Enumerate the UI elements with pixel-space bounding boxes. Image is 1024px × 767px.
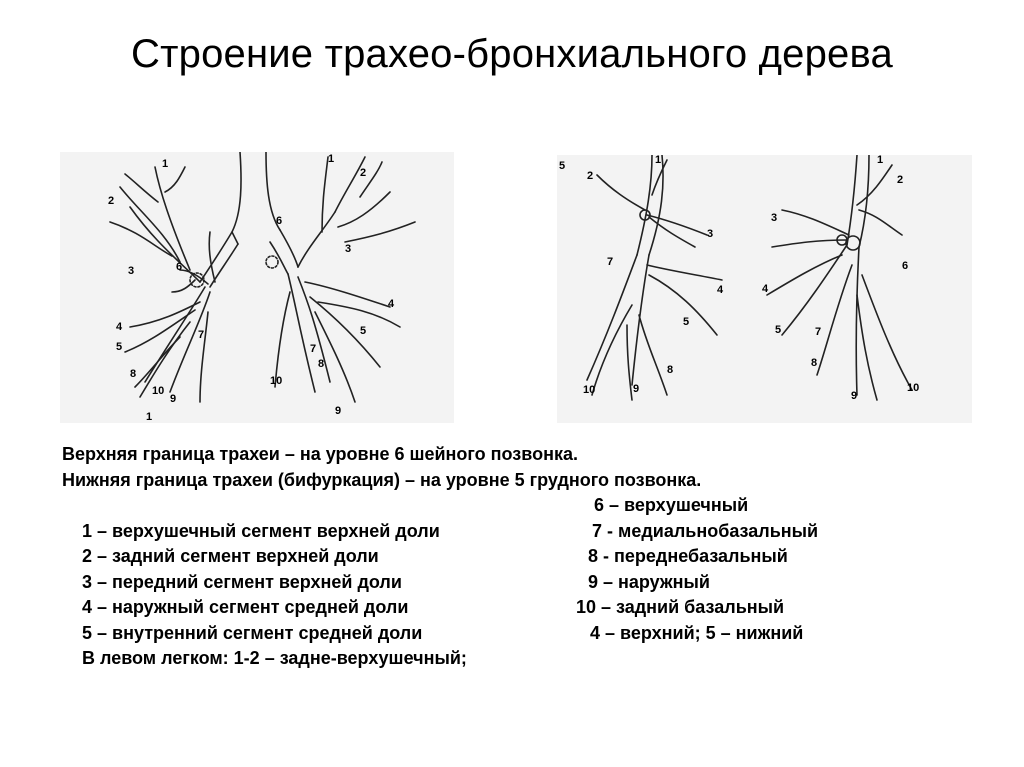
label-9: 9: [335, 405, 342, 417]
label-8: 8: [130, 368, 137, 380]
label-r-9: 9: [633, 383, 640, 395]
label-r-8: 8: [667, 364, 674, 376]
label-6: 6: [276, 215, 283, 227]
label-r-5: 5: [683, 316, 690, 328]
legend-right: 9 – наружный: [588, 571, 710, 592]
label-3: 3: [128, 265, 135, 277]
bronchial-tree-drawing-right: [557, 155, 972, 423]
bronchial-tree-figure-left: [60, 152, 454, 423]
label-r-2: 2: [587, 170, 594, 182]
label-9b: 9: [170, 393, 177, 405]
bronchi-lines-right: [587, 155, 912, 400]
bronchial-tree-figure-right: [557, 155, 972, 423]
label-5: 5: [116, 341, 123, 353]
label-r-7b: 7: [815, 326, 822, 338]
legend-row: [62, 621, 962, 668]
label-7b: 7: [310, 343, 317, 355]
label-2b: 2: [108, 195, 115, 207]
label-5b: 5: [360, 325, 367, 337]
legend-right: 8 - переднебазальный: [588, 546, 788, 566]
label-4b: 4: [116, 321, 123, 333]
label-3b: 3: [345, 243, 352, 255]
label-1: 1: [328, 153, 335, 165]
legend-right: 6 – верхушечный: [594, 495, 749, 515]
legend-left: 1 – верхушечный сегмент верхней доли: [82, 520, 440, 541]
label-8b: 8: [318, 358, 325, 370]
label-r-3: 3: [707, 228, 714, 240]
legend-right: 10 – задний базальный: [576, 597, 785, 617]
label-1c: 1: [146, 411, 153, 423]
legend-left: 3 – передний сегмент верхней доли: [82, 571, 402, 592]
legend-left: 4 – наружный сегмент средней доли: [82, 597, 409, 617]
legend-right: 4 – верхний; 5 – нижний: [590, 622, 804, 643]
legend-left: 5 – внутренний сегмент средней доли: [82, 622, 423, 643]
label-10: 10: [152, 385, 165, 397]
trachea-lower-border: Нижняя граница трахеи (бифуркация) – на уровне 5 грудного позвонка.: [62, 469, 702, 490]
label-r-3b: 3: [771, 212, 778, 224]
legend-left: В левом легком: 1-2 – задне-верхушечный;: [82, 648, 467, 668]
legend-left: 2 – задний сегмент верхней доли: [82, 546, 379, 566]
segment-numbers-left: [108, 153, 395, 423]
label-6b: 6: [176, 261, 183, 273]
slide-title: Строение трахео-бронхиального дерева: [131, 32, 893, 76]
bronchial-tree-drawing-left: [60, 152, 454, 423]
label-7: 7: [198, 329, 205, 341]
label-r-10b: 10: [907, 382, 920, 394]
label-10b: 10: [270, 375, 283, 387]
label-r-4: 4: [717, 284, 724, 296]
trachea-upper-border: Верхняя граница трахеи – на уровне 6 шейного позвонка.: [62, 444, 578, 464]
label-r-2b: 2: [897, 174, 904, 186]
label-2: 2: [360, 167, 367, 179]
label-r-6b: 6: [902, 260, 909, 272]
label-r-8b: 8: [811, 357, 818, 369]
label-r-10: 10: [583, 384, 596, 396]
legend-right: 7 - медиальнобазальный: [592, 520, 819, 541]
description-text: [62, 442, 962, 668]
label-r-7: 7: [607, 256, 614, 268]
label-r-1: 1: [655, 155, 662, 166]
label-1b: 1: [162, 158, 169, 170]
bronchi-lines-left: [110, 152, 415, 402]
label-4: 4: [388, 298, 395, 310]
label-r-9b: 9: [851, 390, 858, 402]
label-prefix-5: 5: [559, 160, 566, 172]
label-r-4b: 4: [762, 283, 769, 295]
label-r-5b: 5: [775, 324, 782, 336]
label-r-1b: 1: [877, 155, 884, 166]
